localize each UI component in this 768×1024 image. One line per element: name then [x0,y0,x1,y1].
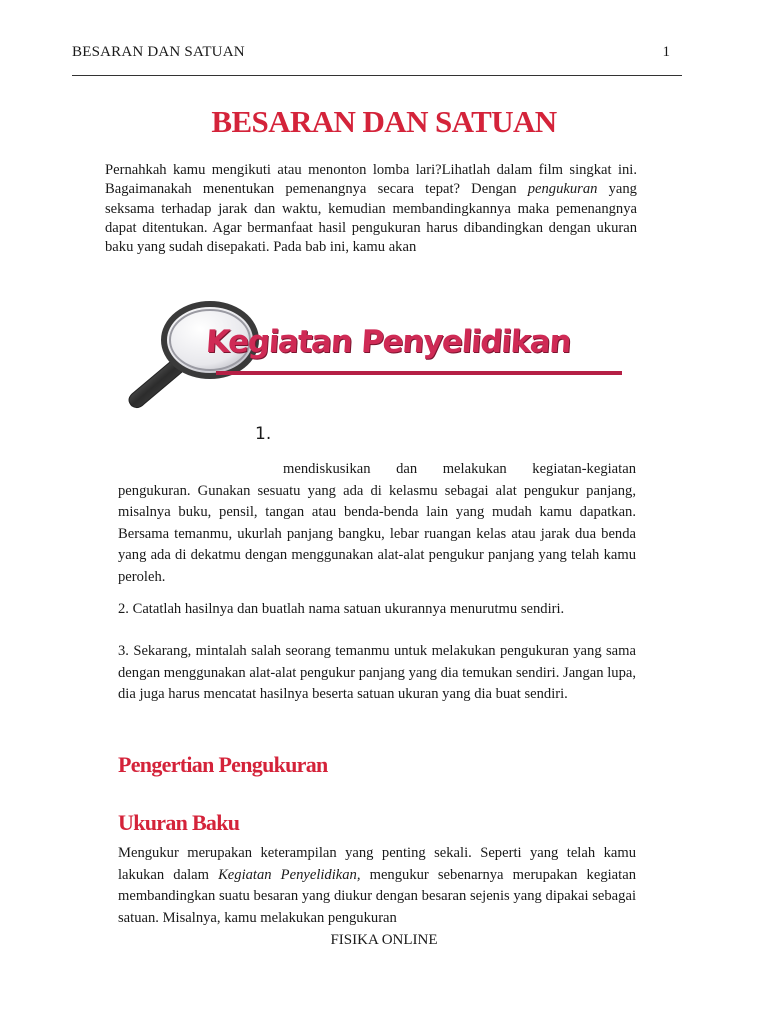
ukuran-baku-text-1: Mengukur merupakan keterampilan yang penting sekali. Seperti yang telah kamu lakukan dalam [118,845,636,883]
banner-underline [216,371,622,375]
intro-text-1: Pernahkah kamu mengikuti atau menonton lomba lari?Lihatlah dalam film singkat ini. Bagaimanakah menentukan pemenangnya secara tepat? Dengan [105,162,637,198]
step-1-text: mendiskusikan dan melakukan kegiatan-kegiatan pengukuran. Gunakan sesuatu yang ada di kelasmu sebagai alat pengukur panjang, misalnya buku, pensil, tangan atau benda-benda lain yang mudah kamu dapatkan. Bersama temanmu, ukurlah panjang bangku, lebar ruangan kelas atau jarak dua benda yang ada di dekatmu dengan menggunakan alat-alat pengukur panjang yang telah kamu peroleh. [118,461,636,585]
step-2-text: 2. Catatlah hasilnya dan buatlah nama satuan ukurannya menurutmu sendiri. [118,601,565,617]
header-title: BESARAN DAN SATUAN [72,44,245,60]
page-footer: FISIKA ONLINE [330,932,438,948]
banner-title: Kegiatan Penyelidikan [204,324,572,360]
ukuran-baku-paragraph [118,843,636,929]
step-3-text: 3. Sekarang, mintalah salah seorang temanmu untuk melakukan pengukuran yang sama dengan menggunakan alat-alat pengukur panjang yang dia temukan sendiri. Jangan lupa, dia juga harus mencatat hasilnya beserta satuan ukuran yang dia buat sendiri. [118,643,636,702]
intro-text-2: yang seksama terhadap jarak dan waktu, kemudian membandingkannya maka pemenangnya dapat ditentukan. Agar bermanfaat hasil pengukuran harus dibandingkan dengan ukuran baku yang sudah disepakati. Pada bab ini, kamu akan [105,181,637,256]
ukuran-baku-emphasis: Kegiatan Penyelidikan, [218,866,361,883]
page-number: 1 [662,44,670,60]
header-rule [72,75,682,76]
intro-emphasis: pengukuran [527,181,598,198]
ukuran-baku-text-2: mengukur sebenarnya merupakan kegiatan membandingkan suatu besaran yang diukur dengan besaran sejenis yang dipakai sebagai satuan. Misalnya, kamu melakukan pengukuran [118,866,636,926]
heading-ukuran-baku: Ukuran Baku [118,810,240,835]
document-title: BESARAN DAN SATUAN [211,104,557,139]
step-1-number: 1. [255,424,272,444]
intro-paragraph [105,161,637,257]
heading-pengertian-pengukuran: Pengertian Pengukuran [118,752,328,777]
kegiatan-penyelidikan-banner [118,296,638,416]
